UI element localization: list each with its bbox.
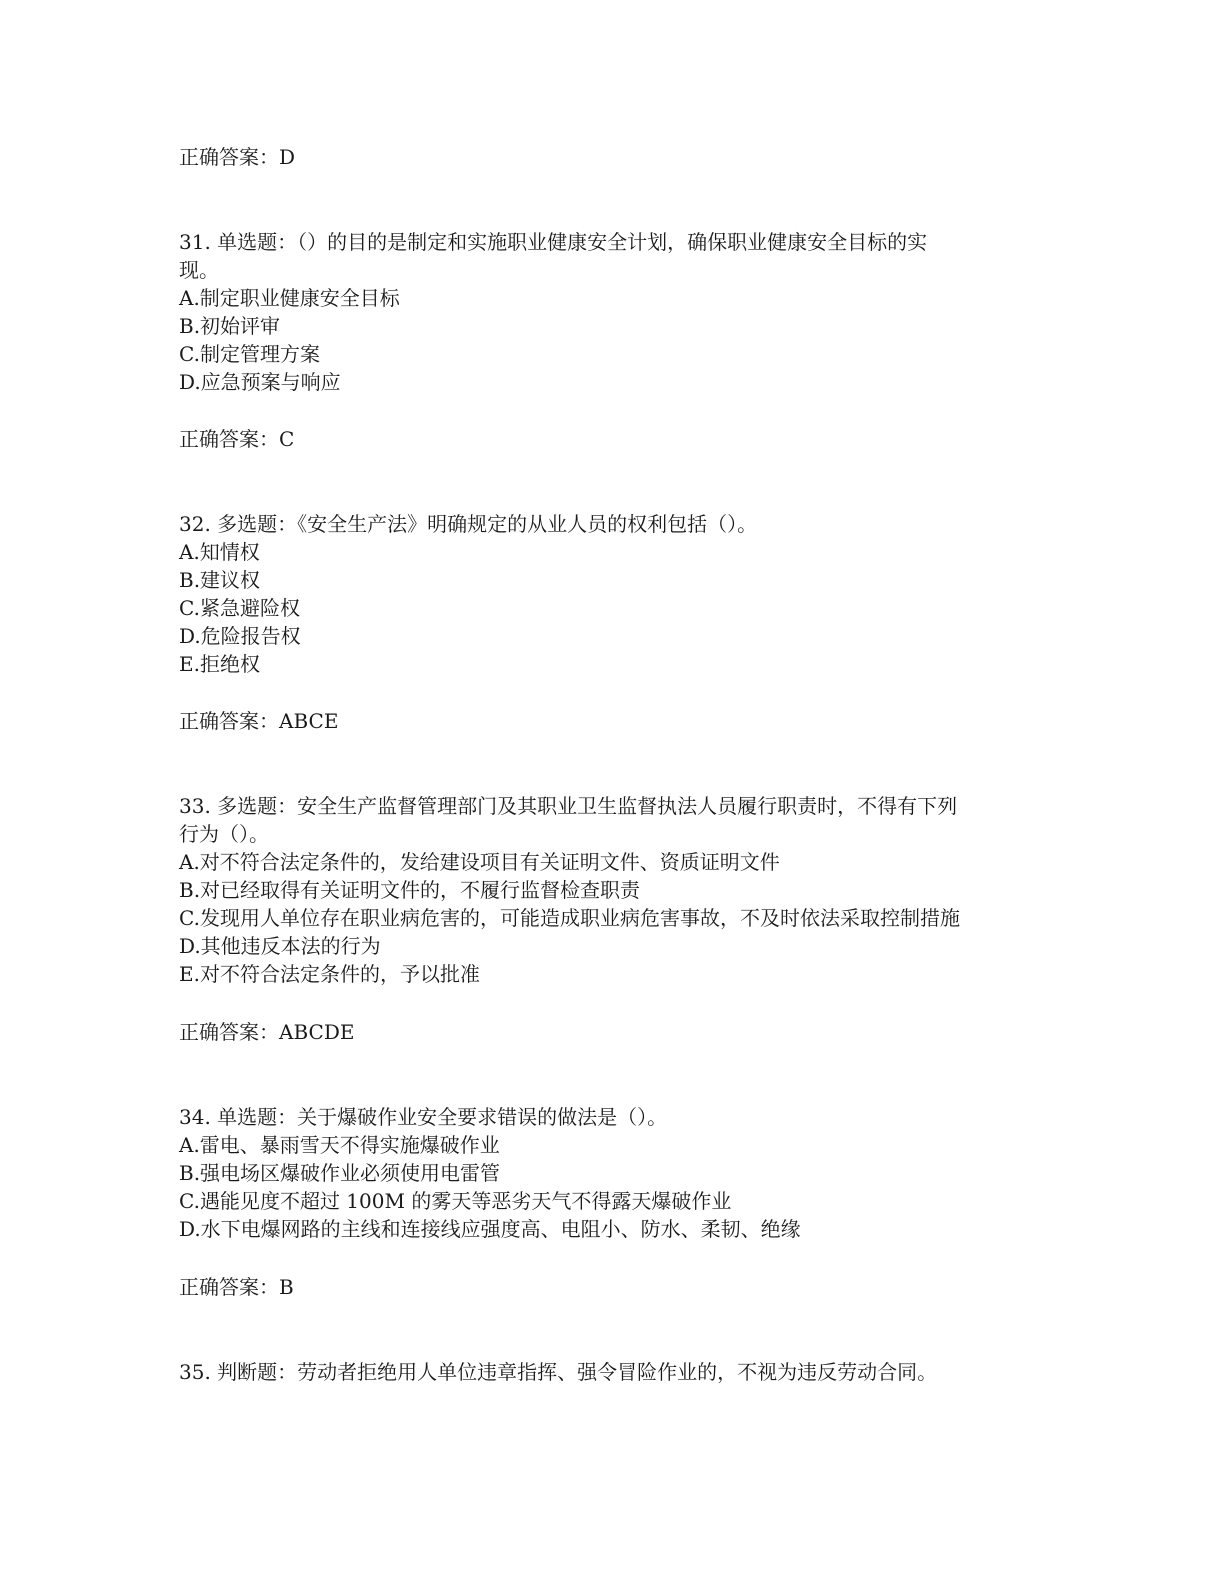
option-item: B.对已经取得有关证明文件的，不履行监督检查职责 <box>179 878 641 902</box>
document-page <box>179 0 1049 1584</box>
answer-line: 正确答案：ABCDE <box>179 1020 355 1044</box>
option-item: C.遇能见度不超过 100M 的雾天等恶劣天气不得露天爆破作业 <box>179 1189 732 1213</box>
option-item: E.拒绝权 <box>179 652 260 676</box>
option-item: B.初始评审 <box>179 314 281 338</box>
question-stem: 34. 单选题：关于爆破作业安全要求错误的做法是（）。 <box>179 1105 668 1129</box>
option-item: C.紧急避险权 <box>179 596 300 620</box>
option-item: B.强电场区爆破作业必须使用电雷管 <box>179 1161 501 1185</box>
option-item: A.雷电、暴雨雪天不得实施爆破作业 <box>179 1133 500 1157</box>
option-item: A.制定职业健康安全目标 <box>179 286 400 310</box>
option-item: C.制定管理方案 <box>179 342 320 366</box>
option-item: B.建议权 <box>179 568 261 592</box>
option-item: D.危险报告权 <box>179 624 301 648</box>
question-stem: 33. 多选题：安全生产监督管理部门及其职业卫生监督执法人员履行职责时，不得有下列 <box>179 794 958 818</box>
option-item: D.其他违反本法的行为 <box>179 934 381 958</box>
question-stem: 31. 单选题：（）的目的是制定和实施职业健康安全计划，确保职业健康安全目标的实 <box>179 230 928 254</box>
question-stem-continued: 行为（）。 <box>179 822 269 846</box>
option-item: D.水下电爆网路的主线和连接线应强度高、电阻小、防水、柔韧、绝缘 <box>179 1217 801 1241</box>
question-stem-continued: 现。 <box>179 258 219 282</box>
option-item: A.对不符合法定条件的，发给建设项目有关证明文件、资质证明文件 <box>179 850 780 874</box>
option-item: C.发现用人单位存在职业病危害的，可能造成职业病危害事故，不及时依法采取控制措施 <box>179 906 960 930</box>
answer-line: 正确答案：C <box>179 427 295 451</box>
question-stem: 35. 判断题：劳动者拒绝用人单位违章指挥、强令冒险作业的，不视为违反劳动合同。 <box>179 1360 938 1384</box>
answer-line: 正确答案：B <box>179 1275 294 1299</box>
answer-line: 正确答案：ABCE <box>179 709 339 733</box>
answer-line: 正确答案：D <box>179 145 296 169</box>
option-item: A.知情权 <box>179 540 260 564</box>
option-item: D.应急预案与响应 <box>179 370 341 394</box>
option-item: E.对不符合法定条件的，予以批准 <box>179 962 480 986</box>
question-stem: 32. 多选题：《安全生产法》明确规定的从业人员的权利包括（）。 <box>179 512 758 536</box>
